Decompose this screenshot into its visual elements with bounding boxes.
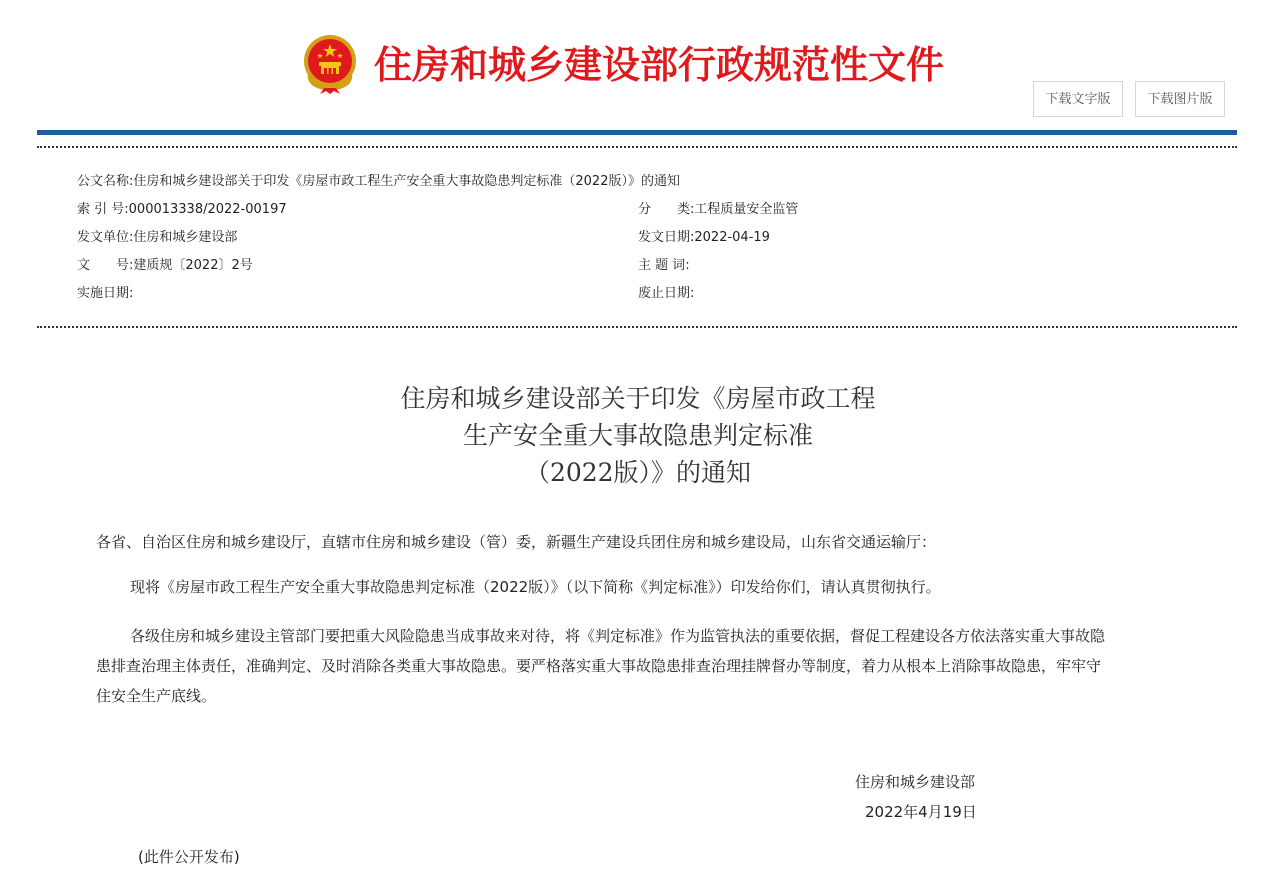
meta-effective (77, 285, 133, 303)
meta-expiry (638, 285, 694, 303)
meta-issuer (77, 229, 237, 247)
public-release-note: (此件公开发布) (138, 848, 240, 866)
meta-issuer-value: 住房和城乡建设部 (133, 230, 238, 245)
header-divider (37, 130, 1237, 135)
meta-doc-no (77, 257, 253, 275)
meta-expiry-label: 废止日期: (638, 286, 695, 301)
document-title-line: 生产安全重大事故隐患判定标准 (462, 421, 813, 450)
meta-bottom-divider (37, 326, 1237, 328)
paragraph-2-line: 各级住房和城乡建设主管部门要把重大风险隐患当成事故来对待，将《判定标准》作为监管执法的重要依据，督促工程建设各方依法落实重大事故隐 (130, 627, 1106, 645)
meta-doc-no-label: 文 号: (77, 258, 134, 273)
meta-doc-name-value: 住房和城乡建设部关于印发《房屋市政工程生产安全重大事故隐患判定标准（2022版）》的通知 (133, 174, 680, 189)
paragraph-2 (96, 621, 1196, 711)
meta-category-value: 工程质量安全监管 (694, 202, 799, 217)
document-title (300, 380, 976, 491)
site-title: 住房和城乡建设部行政规范性文件 (374, 43, 945, 87)
signature-date: 2022年4月19日 (865, 803, 977, 821)
meta-issuer-label: 发文单位: (77, 230, 134, 245)
meta-doc-name-label: 公文名称: (77, 174, 134, 189)
meta-top-divider (37, 146, 1237, 148)
paragraph-2-line: 住安全生产底线。 (96, 687, 217, 705)
meta-subject (638, 257, 690, 275)
meta-doc-no-value: 建质规〔2022〕2号 (133, 258, 253, 273)
meta-category (638, 201, 798, 219)
meta-subject-label: 主 题 词: (638, 258, 690, 273)
document-title-line: （2022版）》的通知 (524, 458, 752, 487)
meta-index (77, 201, 287, 219)
meta-index-label: 索 引 号: (77, 202, 129, 217)
paragraph-2-line: 患排查治理主体责任，准确判定、及时消除各类重大事故隐患。要严格落实重大事故隐患排查治理挂牌督办等制度，着力从根本上消除事故隐患，牢牢守 (96, 657, 1102, 675)
meta-doc-name (77, 173, 680, 191)
meta-effective-label: 实施日期: (77, 286, 134, 301)
download-text-button[interactable]: 下载文字版 (1033, 81, 1123, 117)
meta-category-label: 分 类: (638, 202, 695, 217)
paragraph-1: 现将《房屋市政工程生产安全重大事故隐患判定标准（2022版）》（以下简称《判定标准》）印发给你们，请认真贯彻执行。 (130, 578, 941, 596)
meta-issue-date-label: 发文日期: (638, 230, 695, 245)
signature-organization: 住房和城乡建设部 (855, 773, 976, 791)
national-emblem-icon (300, 33, 360, 95)
download-image-button[interactable]: 下载图片版 (1135, 81, 1225, 117)
meta-issue-date (638, 229, 770, 247)
salutation: 各省、自治区住房和城乡建设厅，直辖市住房和城乡建设（管）委，新疆生产建设兵团住房和城乡建设局，山东省交通运输厅： (96, 533, 937, 551)
document-title-line: 住房和城乡建设部关于印发《房屋市政工程 (400, 384, 876, 413)
meta-index-value: 000013338/2022-00197 (128, 202, 287, 217)
meta-issue-date-value: 2022-04-19 (694, 230, 770, 245)
